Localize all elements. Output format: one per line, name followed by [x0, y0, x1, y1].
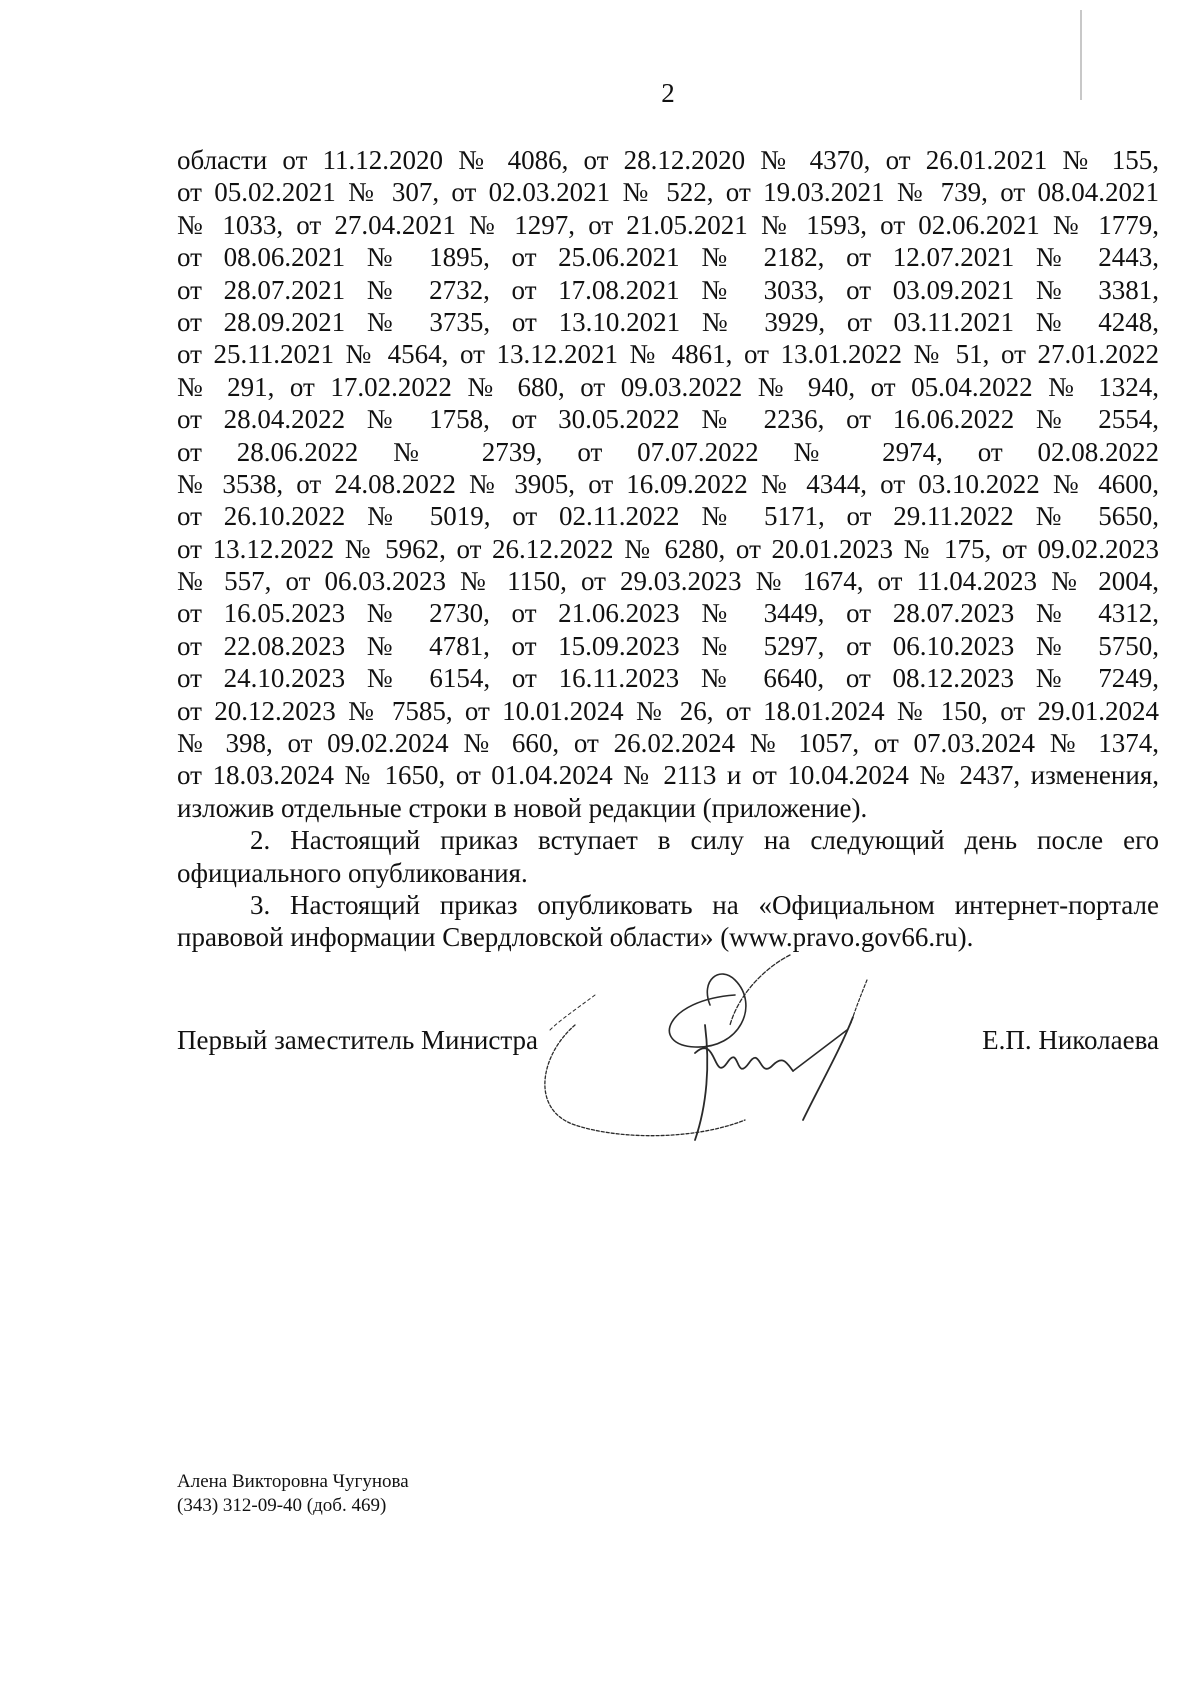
- paragraph-2-line: официального опубликования.: [177, 857, 528, 888]
- body-line: изложив отдельные строки в новой редакции (приложение).: [177, 792, 868, 823]
- body-line: от 16.05.2023 № 2730, от 21.06.2023 № 3449, от 28.07.2023 № 4312,: [177, 598, 1159, 629]
- body-line: № 291, от 17.02.2022 № 680, от 09.03.2022 № 940, от 05.04.2022 № 1324,: [177, 371, 1159, 402]
- body-line: от 18.03.2024 № 1650, от 01.04.2024 № 2113 и от 10.04.2024 № 2437, изменения,: [177, 760, 1159, 791]
- signer-position: Первый заместитель Министра: [177, 1025, 538, 1055]
- body-line: от 25.11.2021 № 4564, от 13.12.2021 № 4861, от 13.01.2022 № 51, от 27.01.2022: [177, 339, 1159, 370]
- body-line: от 05.02.2021 № 307, от 02.03.2021 № 522, от 19.03.2021 № 739, от 08.04.2021: [177, 177, 1159, 208]
- signer-name: Е.П. Николаева: [982, 1025, 1159, 1055]
- body-line: области от 11.12.2020 № 4086, от 28.12.2020 № 4370, от 26.01.2021 № 155,: [177, 145, 1159, 175]
- body-line: от 08.06.2021 № 1895, от 25.06.2021 № 2182, от 12.07.2021 № 2443,: [177, 242, 1159, 273]
- body-line: № 398, от 09.02.2024 № 660, от 26.02.2024 № 1057, от 07.03.2024 № 1374,: [177, 728, 1159, 759]
- body-line: от 22.08.2023 № 4781, от 15.09.2023 № 5297, от 06.10.2023 № 5750,: [177, 630, 1159, 661]
- body-line: от 28.09.2021 № 3735, от 13.10.2021 № 3929, от 03.11.2021 № 4248,: [177, 306, 1159, 337]
- body-line: № 3538, от 24.08.2022 № 3905, от 16.09.2022 № 4344, от 03.10.2022 № 4600,: [177, 468, 1159, 499]
- page-number: 2: [661, 78, 675, 108]
- body-line: от 24.10.2023 № 6154, от 16.11.2023 № 6640, от 08.12.2023 № 7249,: [177, 663, 1159, 694]
- paragraph-2-line: 2. Настоящий приказ вступает в силу на следующий день после его: [250, 825, 1159, 856]
- handwritten-signature: [535, 935, 935, 1155]
- contact-name: Алена Викторовна Чугунова: [177, 1471, 409, 1492]
- body-line: от 13.12.2022 № 5962, от 26.12.2022 № 6280, от 20.01.2023 № 175, от 09.02.2023: [177, 533, 1159, 564]
- body-line: от 28.06.2022 № 2739, от 07.07.2022 № 2974, от 02.08.2022: [177, 436, 1159, 467]
- paragraph-3-line: правовой информации Свердловской области» (www.pravo.gov66.ru).: [177, 922, 974, 953]
- body-line: от 26.10.2022 № 5019, от 02.11.2022 № 5171, от 29.11.2022 № 5650,: [177, 501, 1159, 532]
- contact-note: [177, 1470, 409, 1518]
- paragraph-3-line: 3. Настоящий приказ опубликовать на «Официальном интернет-портале: [250, 889, 1159, 920]
- body-line: от 28.04.2022 № 1758, от 30.05.2022 № 2236, от 16.06.2022 № 2554,: [177, 404, 1159, 435]
- body-line: № 557, от 06.03.2023 № 1150, от 29.03.2023 № 1674, от 11.04.2023 № 2004,: [177, 566, 1159, 597]
- contact-phone: (343) 312-09-40 (доб. 469): [177, 1495, 387, 1516]
- body-line: от 28.07.2021 № 2732, от 17.08.2021 № 3033, от 03.09.2021 № 3381,: [177, 274, 1159, 305]
- document-body: [177, 144, 1159, 954]
- body-line: № 1033, от 27.04.2021 № 1297, от 21.05.2021 № 1593, от 02.06.2021 № 1779,: [177, 209, 1159, 240]
- body-line: от 20.12.2023 № 7585, от 10.01.2024 № 26, от 18.01.2024 № 150, от 29.01.2024: [177, 695, 1159, 726]
